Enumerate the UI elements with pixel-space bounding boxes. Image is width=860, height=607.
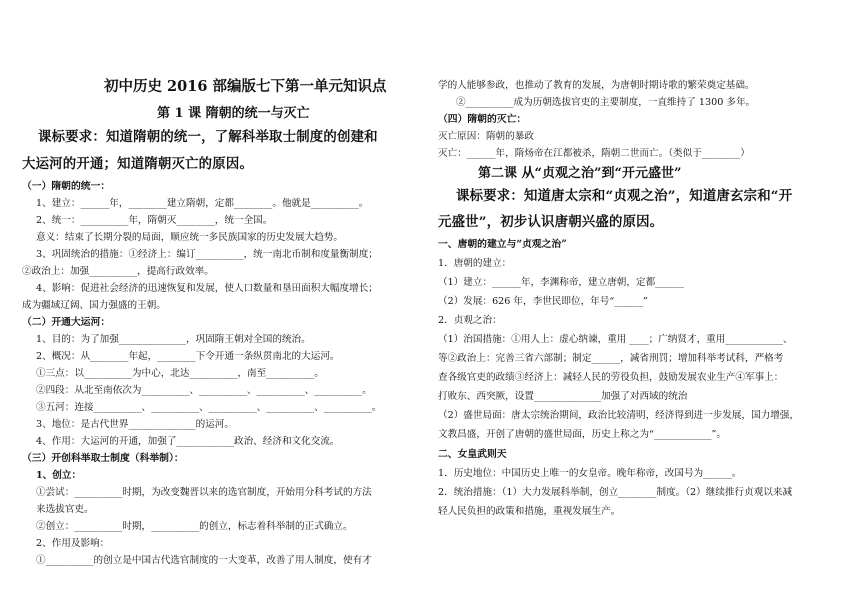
lesson2-title: 第二课 从“贞观之治”到“开元盛世”	[478, 166, 682, 181]
text-line: 轻人民负担的政策和措施，重视发展生产。	[438, 506, 621, 517]
section-heading: （四）隋朝的灭亡：	[438, 114, 527, 125]
section-heading: （一）隋朝的统一：	[22, 181, 111, 192]
text-line: 2．统治措施：（1）大力发展科举制，创立________制度。（2）继续推行贞观以来减	[438, 487, 793, 498]
text-line: ②创立：__________时期，__________的创立，标志着科举制的正式确立。	[36, 521, 353, 532]
text-line: ②政治上：加强__________，提高行政效率。	[22, 266, 214, 277]
text-line: 1、建立：______年，________建立隋朝，定都________。他就是__________。	[36, 198, 369, 209]
text-line: 1、创立：	[36, 470, 82, 481]
document-title: 初中历史 2016 部编版七下第一单元知识点	[104, 78, 387, 95]
text-line: 打败东、西突厥，设置______________加强了对西域的统治	[438, 391, 688, 402]
text-line: 文教昌盛，开创了唐朝的盛世局面，历史上称之为“____________”。	[438, 429, 727, 440]
text-line: ②__________成为历朝选拔官吏的主要制度，一直维持了 1300 多年。	[456, 97, 756, 108]
section-heading: （二）开通大运河：	[22, 317, 111, 328]
section-heading: 二、女皇武则天	[438, 449, 507, 460]
section-heading: 一、唐朝的建立与“贞观之治”	[438, 239, 567, 250]
text-line: 1．历史地位：中国历史上唯一的女皇帝。晚年称帝，改国号为______。	[438, 468, 742, 479]
text-line: （1）建立：______年，李渊称帝，建立唐朝，定都______	[438, 277, 684, 288]
text-line: 学的人能够参政，也推动了教育的发展，为唐朝时期诗歌的繁荣奠定基础。	[438, 80, 755, 91]
text-line: 2、统一：__________年，隋朝灭________，统一全国。	[36, 215, 273, 226]
text-line: 查各级官吏的政绩③经济上：减轻人民的劳役负担，鼓励发展农业生产④军事上：	[438, 372, 784, 383]
section-heading: （三）开创科举取士制度（科举制）：	[22, 453, 184, 464]
lesson1-requirement-line1: 课标要求：知道隋朝的统一，了解科举取士制度的创建和	[38, 129, 378, 145]
text-line: 1．唐朝的建立：	[438, 258, 512, 269]
text-line: 3、巩固统治的措施：①经济上：编订__________，统一南北币制和度量衡制度；	[36, 249, 378, 260]
text-line: ①三点：以__________为中心，北达__________，南至__________。	[36, 368, 324, 379]
text-line: 来选拔官吏。	[36, 504, 94, 515]
text-line: ①__________的创立是中国古代选官制度的一大变革，改善了用人制度，使有才	[36, 555, 372, 566]
text-line: （1）治国措施：①用人上：虚心纳谏，重用 ____；广纳贤才，重用____________、	[438, 334, 793, 345]
text-line: 灭亡原因：隋朝的暴政	[438, 131, 534, 142]
text-line: 意义：结束了长期分裂的局面，顺应统一多民族国家的历史发展大趋势。	[36, 232, 343, 243]
text-line: 2、概况：从________年起，________下令开通一条纵贯南北的大运河。	[36, 351, 340, 362]
lesson1-requirement-line2: 大运河的开通；知道隋朝灭亡的原因。	[22, 156, 254, 172]
lesson2-requirement-line1: 课标要求：知道唐太宗和“贞观之治”，知道唐玄宗和“开	[456, 188, 793, 204]
text-line: ②四段：从北至南依次为__________、__________、__________、__________。	[36, 385, 372, 396]
text-line: （2）盛世局面：唐太宗统治期间，政治比较清明，经济得到进一步发展，国力增强，	[438, 410, 800, 421]
text-line: 灭亡：______年，隋炀帝在江都被杀，隋朝二世而亡。（类似于________）	[438, 148, 750, 159]
text-line: （2）发展：626 年，李世民即位，年号“______”	[438, 296, 648, 307]
lesson1-title: 第 1 课 隋朝的统一与灭亡	[157, 106, 310, 121]
text-line: ①尝试：__________时期，为改变魏晋以来的选官制度，开始用分科考试的方法	[36, 487, 372, 498]
text-line: 1、目的：为了加强______________，巩固隋王朝对全国的统治。	[36, 334, 311, 345]
text-line: 成为疆域辽阔、国力强盛的王朝。	[22, 300, 166, 311]
text-line: 2．贞观之治：	[438, 315, 502, 326]
text-line: 4、作用：大运河的开通，加强了____________政治、经济和文化交流。	[36, 436, 340, 447]
text-line: ③五河：连接__________、__________、__________、__________、__________。	[36, 402, 382, 413]
text-line: 2、作用及影响：	[36, 538, 110, 549]
lesson2-requirement-line2: 元盛世”，初步认识唐朝兴盛的原因。	[438, 214, 664, 230]
text-line: 等②政治上：完善三省六部制；制定______，减省刑罚；增加科举考试科，严格考	[438, 353, 784, 364]
text-line: 4、影响：促进社会经济的迅速恢复和发展，使人口数量和垦田面积大幅度增长；	[36, 283, 378, 294]
text-line: 3、地位：是古代世界______________的运河。	[36, 419, 234, 430]
